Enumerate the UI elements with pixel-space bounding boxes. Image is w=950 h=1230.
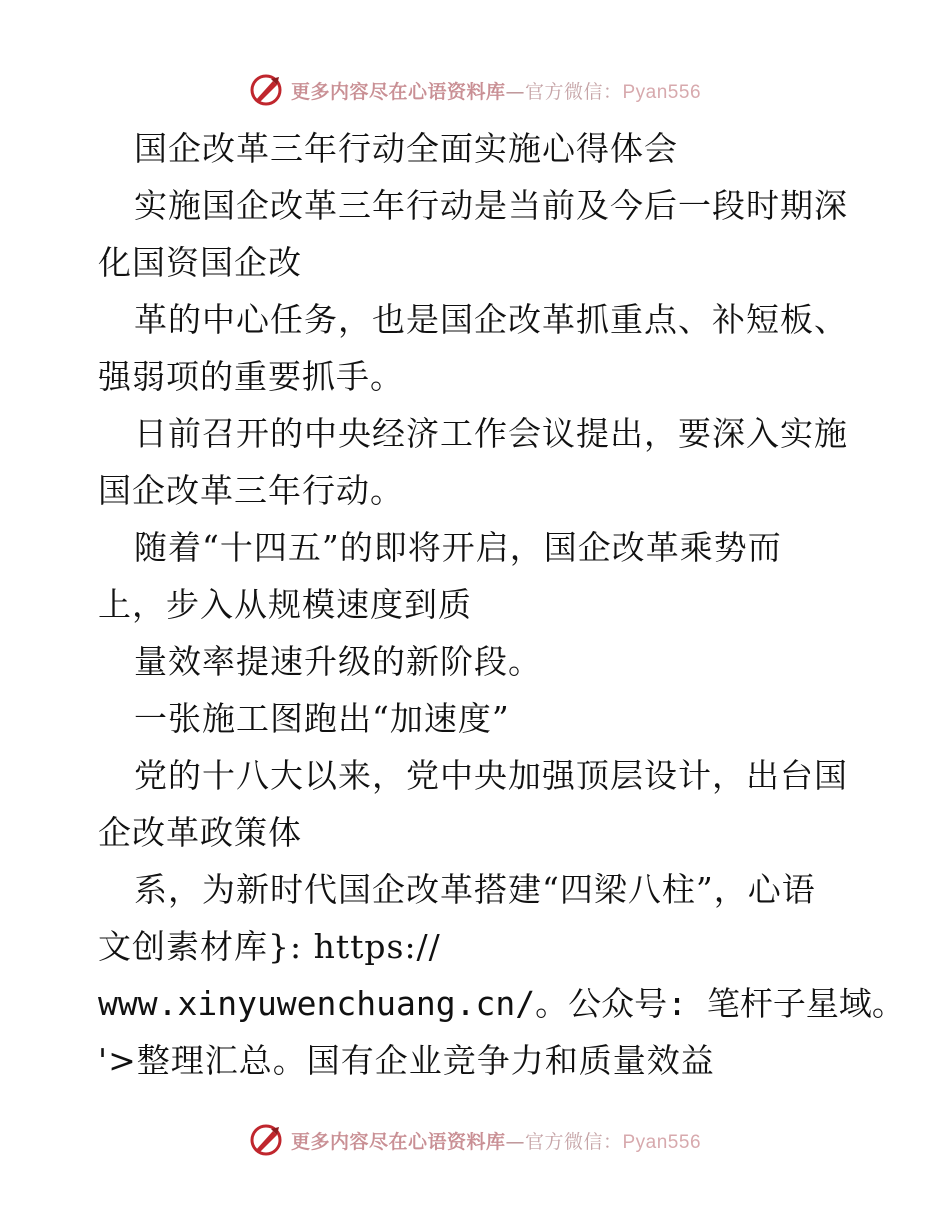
paragraph-line: '>整理汇总。国有企业竞争力和质量效益 xyxy=(98,1041,715,1080)
document-body xyxy=(98,120,905,1089)
paragraph-line: 上，步入从规模速度到质 xyxy=(98,585,472,624)
paragraph-line: www.xinyuwenchuang.cn/。公众号: 笔杆子星域。 xyxy=(98,984,905,1023)
banner-wechat-id: Pyan556 xyxy=(622,1131,702,1153)
paragraph-line: 随着“十四五”的即将开启，国企改革乘势而 xyxy=(134,528,782,567)
paragraph-line: 革的中心任务，也是国企改革抓重点、补短板、 xyxy=(134,300,848,339)
banner-main-text: 更多内容尽在心语资料库 xyxy=(290,80,506,103)
banner-separator: — xyxy=(505,1130,525,1153)
banner-text xyxy=(291,1127,701,1154)
section-heading: 一张施工图跑出“加速度” xyxy=(134,699,510,738)
quill-logo-icon xyxy=(249,73,283,107)
paragraph-line: 化国资国企改 xyxy=(98,243,302,282)
banner-wechat-id: Pyan556 xyxy=(622,81,702,103)
document-title: 国企改革三年行动全面实施心得体会 xyxy=(134,129,678,168)
paragraph-line: 党的十八大以来，党中央加强顶层设计，出台国 xyxy=(134,756,848,795)
banner-wechat-label: 官方微信： xyxy=(524,1130,623,1153)
header-watermark-banner xyxy=(0,70,950,110)
banner-main-text: 更多内容尽在心语资料库 xyxy=(290,1130,506,1153)
paragraph-line: 企改革政策体 xyxy=(98,813,302,852)
paragraph-line: 实施国企改革三年行动是当前及今后一段时期深 xyxy=(134,186,848,225)
paragraph-line: 量效率提速升级的新阶段。 xyxy=(134,642,542,681)
quill-logo-icon xyxy=(249,1123,283,1157)
footer-watermark-banner xyxy=(0,1120,950,1160)
banner-separator: — xyxy=(505,80,525,103)
paragraph-line: 国企改革三年行动。 xyxy=(98,471,404,510)
paragraph-line: 文创素材库}: https:// xyxy=(98,927,441,966)
paragraph-line: 强弱项的重要抓手。 xyxy=(98,357,404,396)
paragraph-line: 日前召开的中央经济工作会议提出，要深入实施 xyxy=(134,414,848,453)
paragraph-line: 系，为新时代国企改革搭建“四梁八柱”，心语 xyxy=(134,870,816,909)
banner-wechat-label: 官方微信： xyxy=(524,80,623,103)
banner-text xyxy=(291,77,701,104)
